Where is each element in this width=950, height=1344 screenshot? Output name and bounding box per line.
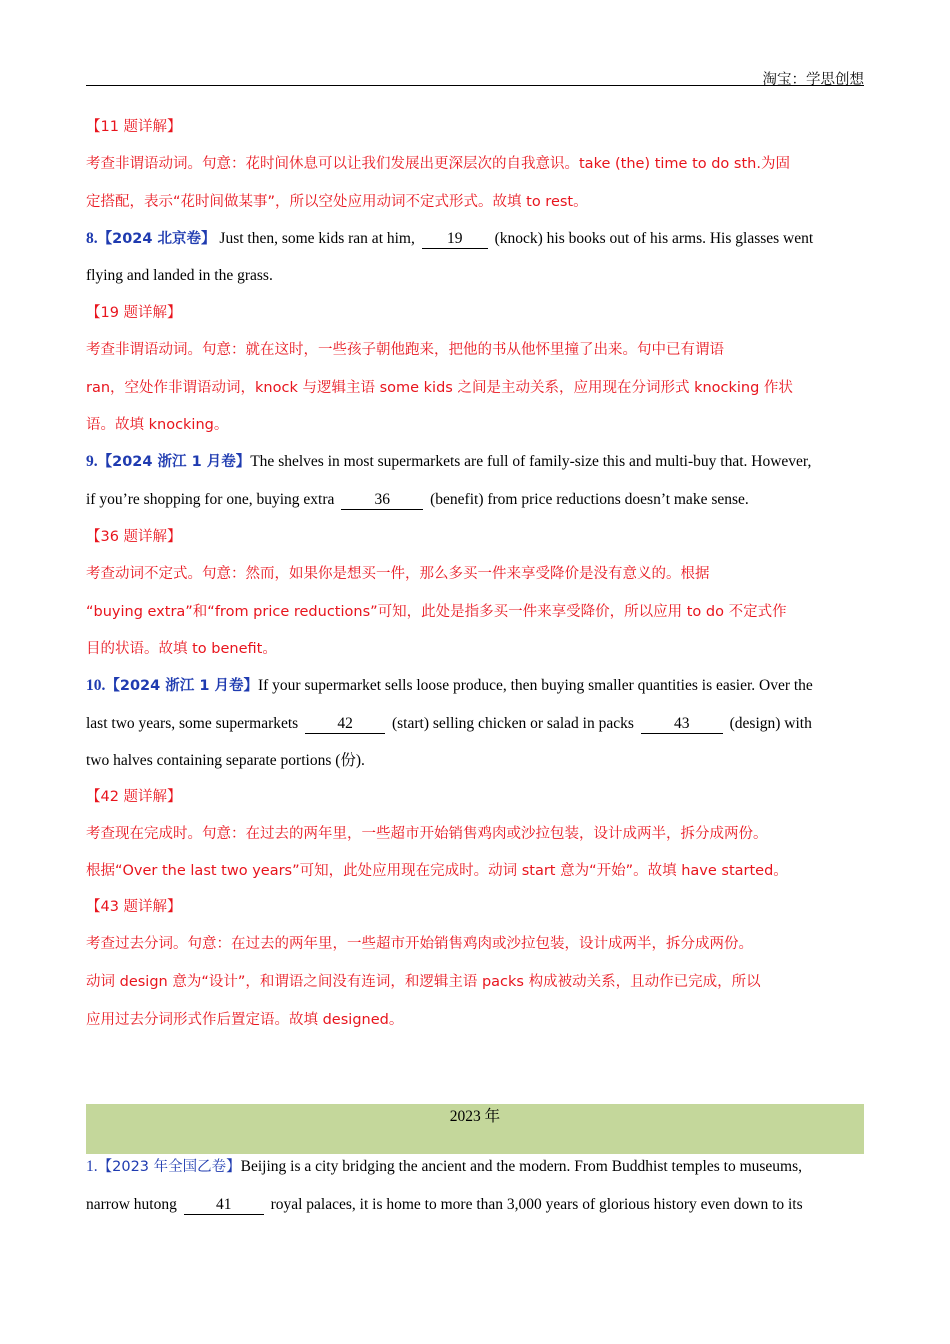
q9-text: (benefit) from price reductions doesn’t make sense. — [426, 491, 749, 508]
q10-text: last two years, some supermarkets — [86, 715, 303, 732]
q19-explanation-title: 【19 题详解】 — [86, 305, 182, 321]
q36-explanation-line: 考查动词不定式。句意：然而，如果你是想买一件，那么多买一件来享受降价是没有意义的。根据 — [86, 566, 710, 582]
q9-blank-36[interactable]: 36 — [341, 491, 423, 510]
header-source: 淘宝：学思创想 — [762, 72, 864, 88]
q10-text: If your supermarket sells loose produce, then buying smaller quantities is easier. Over the — [257, 677, 813, 694]
q11-explanation-title: 【11 题详解】 — [86, 119, 182, 135]
q19-explanation-line: ran，空处作非谓语动词，knock 与逻辑主语 some kids 之间是主动关系，应用现在分词形式 knocking 作状 — [86, 380, 793, 396]
q43-explanation-title: 【43 题详解】 — [86, 899, 182, 915]
q19-explanation-line: 语。故填 knocking。 — [86, 417, 229, 433]
document-body — [86, 109, 864, 1039]
q8-text: Just then, some kids ran at him, — [215, 230, 419, 247]
q1-text: Beijing is a city bridging the ancient and the modern. From Buddhist temples to museums, — [240, 1158, 803, 1175]
q9-source-tag: 【2024 浙江 1 月卷】 — [97, 454, 251, 470]
q11-explanation-line: 考查非谓语动词。句意：花时间休息可以让我们发展出更深层次的自我意识。take (the) time to do sth.为固 — [86, 156, 790, 172]
q10-blank-42[interactable]: 42 — [305, 715, 385, 734]
q36-explanation-line: 目的状语。故填 to benefit。 — [86, 641, 277, 657]
q1-number: 1. — [86, 1158, 98, 1175]
q1-question-line — [86, 1148, 864, 1186]
q1-source-tag: 【2023 年全国乙卷】 — [97, 1159, 241, 1175]
q1-question-line — [86, 1186, 864, 1224]
header-divider — [86, 85, 864, 86]
q36-explanation-line: “buying extra”和“from price reductions”可知，此处是指多买一件来享受降价，所以应用 to do 不定式作 — [86, 604, 787, 620]
q10-text: (start) selling chicken or salad in packs — [388, 715, 638, 732]
q43-explanation-line: 动词 design 意为“设计”，和谓语之间没有连词，和逻辑主语 packs 构成被动关系，且动作已完成，所以 — [86, 974, 761, 990]
q10-blank-43[interactable]: 43 — [641, 715, 723, 734]
year-section-heading — [86, 1104, 864, 1154]
q11-explanation-line: 定搭配，表示“花时间做某事”，所以空处应用动词不定式形式。故填 to rest。 — [86, 194, 588, 210]
q9-question-line — [86, 481, 864, 519]
q1-text: royal palaces, it is home to more than 3,000 years of glorious history even down to its — [266, 1196, 803, 1213]
q42-explanation-title: 【42 题详解】 — [86, 789, 182, 805]
q36-explanation-title: 【36 题详解】 — [86, 529, 182, 545]
year-heading-text: 2023 年 — [449, 1108, 501, 1125]
q8-blank-19[interactable]: 19 — [422, 230, 488, 249]
q1-blank-41[interactable]: 41 — [184, 1196, 264, 1215]
q42-explanation-line: 根据“Over the last two years”可知，此处应用现在完成时。动词 start 意为“开始”。故填 have started。 — [86, 863, 788, 879]
q10-number: 10. — [86, 677, 106, 694]
q9-question-line — [86, 443, 864, 481]
q10-text: (design) with — [725, 715, 812, 732]
q19-explanation-line: 考查非谓语动词。句意：就在这时，一些孩子朝他跑来，把他的书从他怀里撞了出来。句中已有谓语 — [86, 342, 724, 358]
q10-question-line — [86, 667, 864, 705]
q10-source-tag: 【2024 浙江 1 月卷】 — [105, 678, 258, 694]
q9-text: if you’re shopping for one, buying extra — [86, 491, 339, 508]
q8-question-line: flying and landed in the grass. — [86, 267, 273, 284]
q1-text: narrow hutong — [86, 1196, 181, 1213]
q42-explanation-line: 考查现在完成时。句意：在过去的两年里，一些超市开始销售鸡肉或沙拉包装，设计成两半，拆分成两份。 — [86, 826, 768, 842]
q10-question-line — [86, 705, 864, 743]
q8-source-tag: 【2024 北京卷】 — [97, 231, 216, 247]
q43-explanation-line: 应用过去分词形式作后置定语。故填 designed。 — [86, 1012, 404, 1028]
q1-block — [86, 1148, 864, 1224]
q8-question-line — [86, 221, 864, 257]
q9-text: The shelves in most supermarkets are full of family-size this and multi-buy that. However, — [250, 453, 812, 470]
q10-question-line: two halves containing separate portions (份). — [86, 752, 365, 769]
q8-text: (knock) his books out of his arms. His glasses went — [490, 230, 814, 247]
q9-number: 9. — [86, 453, 98, 470]
q8-number: 8. — [86, 230, 98, 247]
q43-explanation-line: 考查过去分词。句意：在过去的两年里，一些超市开始销售鸡肉或沙拉包装，设计成两半，拆分成两份。 — [86, 936, 753, 952]
